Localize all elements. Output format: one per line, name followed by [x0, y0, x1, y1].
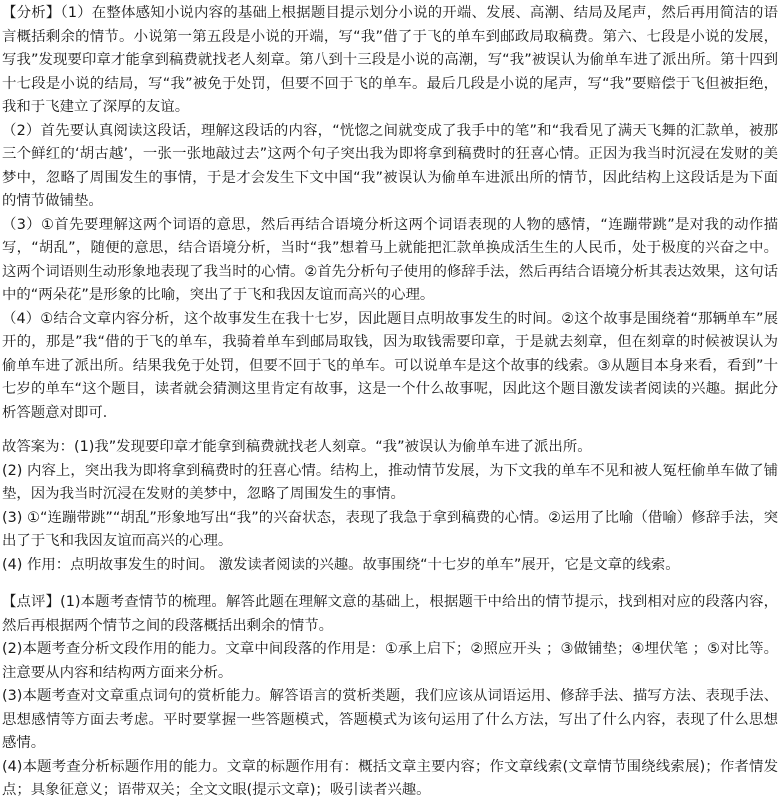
- section-spacer: [2, 577, 778, 591]
- analysis-paragraph-3: （3）①首先要理解这两个词语的意思，然后再结合语境分析这两个词语表现的人物的感情，“连蹦带跳”是对我的动作描写，“胡乱”，随便的意思，结合语境分析，当时“我”想着马上就能把汇款单换成活生生的人民币，处于极度的兴奋之中。这两个词语则生动形象地表现了我当时的心情。②首先分析句子使用的修辞手法，然后再结合语境分析其表达效果，这句话中的“两朵花”是形象的比喻，突出了于飞和我因友谊而高兴的心理。: [2, 216, 778, 303]
- comment-line-3: (3)本题考查对文章重点词句的赏析能力。解答语言的赏析类题，我们应该从词语运用、修辞手法、描写方法、表现手法、思想感情等方面去考虑。平时要掌握一些答题模式，答题模式为该句运用了什么方法，写出了什么内容，表现了什么思想感情。: [2, 688, 778, 751]
- section-spacer: [2, 425, 778, 436]
- answer-line-2: (2) 内容上，突出我为即将拿到稿费时的狂喜心情。结构上，推动情节发展，为下文我的单车不见和被人冤枉偷单车做了铺垫，因为我当时沉浸在发财的美梦中，忽略了周围发生的事情。: [2, 462, 778, 502]
- comment-line-1: 【点评】(1)本题考查情节的梳理。解答此题在理解文意的基础上，根据题干中给出的情节提示，找到相对应的段落内容，然后再根据两个情节之间的段落概括出剩余的情节。: [2, 594, 778, 634]
- answer-line-4: (4) 作用：点明故事发生的时间。 激发读者阅读的兴趣。故事围绕“十七岁的单车”展开，它是文章的线索。: [2, 556, 680, 573]
- answer-line-1: 故答案为：(1)我”发现要印章才能拿到稿费就找老人刻章。“我”被误认为偷单车进了派出所。: [2, 439, 592, 455]
- comment-line-2: (2)本题考查分析文段作用的能力。文章中间段落的作用是：①承上启下；②照应开头 ；③做铺垫；④埋伏笔 ；⑤对比等。注意要从内容和结构两方面来分析。: [2, 641, 778, 681]
- analysis-section: [2, 2, 778, 425]
- answer-section: [2, 436, 778, 577]
- comment-line-4: (4)本题考查分析标题作用的能力。文章的标题作用有：概括文章主要内容；作文章线索(文章情节围绕线索展)；作者情发点；具象征意义；语带双关；全文文眼(提示文章)；吸引读者兴趣。: [2, 758, 778, 798]
- analysis-paragraph-1: 【分析】（1）在整体感知小说内容的基础上根据题目提示划分小说的开端、发展、高潮、结局及尾声，然后再用简洁的语言概括剩余的情节。小说第一第五段是小说的开端，写“我”借了于飞的单车到邮政局取稿费。第六、七段是小说的发展，写我”发现要印章才能拿到稿费就找老人刻章。第八到十三段是小说的高潮，写“我”被误认为偷单车进了派出所。第十四到十七段是小说的结局，写“我”被免于处罚，但要不回于飞的单车。最后几段是小说的尾声，写“我”要赔偿于飞但被拒绝，我和于飞建立了深厚的友谊。: [2, 5, 778, 115]
- answer-line-3: (3) ①“连蹦带跳”“胡乱”形象地写出“我”的兴奋状态，表现了我急于拿到稿费的心情。②运用了比喻（借喻）修辞手法，突出了于飞和我因友谊而高兴的心理。: [2, 509, 778, 549]
- comment-section: [2, 591, 778, 803]
- analysis-paragraph-4: （4）①结合文章内容分析，这个故事发生在我十七岁，因此题目点明故事发生的时间。②这个故事是围绕着“那辆单车”展开的，那是”我“借的于飞的单车，我骑着单车到邮局取钱，因为取钱需要印章，于是就去刻章，但在刻章的时候被误认为偷单车进了派出所。结果我免于处罚，但要不回于飞的单车。可以说单车是这个故事的线索。③从题目本身来看，看到”十七岁的单车“这个题目，读者就会猜测这里肯定有故事，这是一个什么故事呢，因此这个题目激发读者阅读的兴趣。据此分析答题意对即可．: [2, 310, 778, 421]
- analysis-paragraph-2: （2）首先要认真阅读这段话，理解这段话的内容，“恍惚之间就变成了我手中的笔”和“我看见了满天飞舞的汇款单，被那三个鲜红的‘胡古越’，一张一张地敲过去”这两个句子突出我为即将拿到稿费时的狂喜心情。正因为我当时沉浸在发财的美梦中，忽略了周围发生的事情，于是才会发生下文中国“我”被误认为偷单车进派出所的情节，因此结构上这段话是为下面的情节做铺垫。: [2, 122, 778, 209]
